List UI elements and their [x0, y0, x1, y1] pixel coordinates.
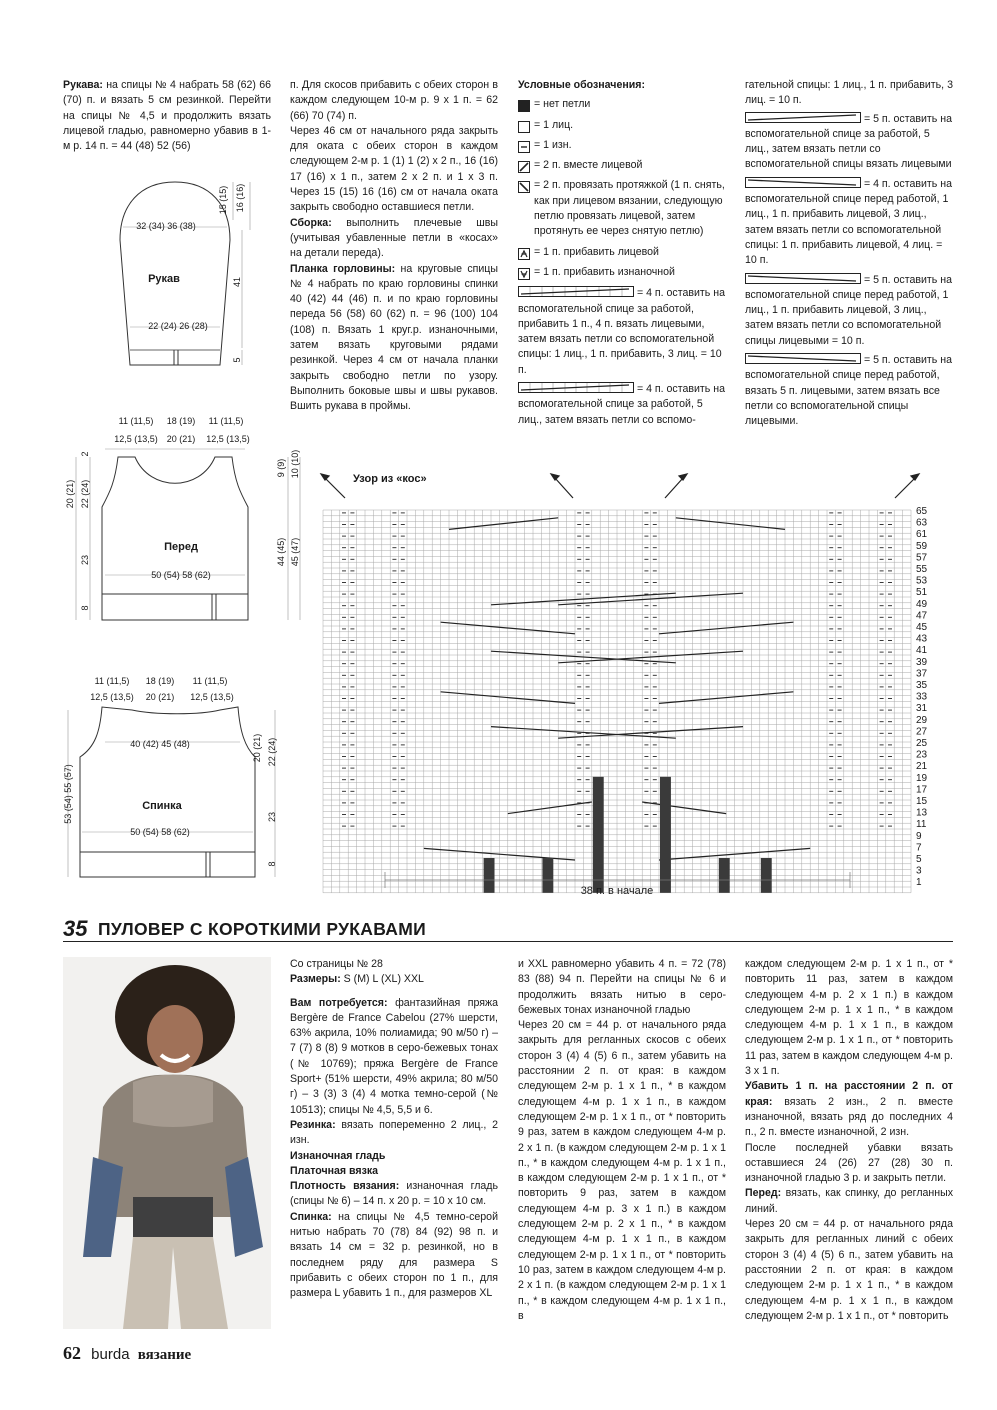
- front-upper-1: 12,5 (13,5): [114, 434, 158, 444]
- row-number: 17: [916, 784, 928, 796]
- row-number: 53: [916, 575, 928, 587]
- no-stitch-block: [542, 858, 553, 893]
- cable-line: [676, 518, 785, 530]
- cable-symbol-icon: [745, 177, 861, 188]
- black-square-icon: [518, 100, 530, 112]
- decrease-instructions: Убавить 1 п. на расстоянии 2 п. от края: вязать 2 изн., 2 п. вместе изнаночной, вязать ряд до последних 4 п., 2 п. вместе изнаночной, 2 изн.: [745, 1080, 953, 1139]
- materials: Вам потребуется: фантазийная пряжа Bergère de France Cabelou (27% шерсти, 63% акрила, 10% полиамида; 90 м/50 г) – 7 (7) 8 (8) 9 мотков в серо-бежевых тонах (№ 10769); пряжа Bergère de France Sport+ (51% шерсти, 49% акрила; 80 м/50 г) – 3 (3) 3 (4) 4 мотка темно-серой (№ 10513); спицы № 4,5, 5,5 и 6.: [290, 996, 498, 1116]
- text-paragraph: Через 46 см от начального ряда закрыть для оката с обеих сторон в каждом следующем 2-м р. 1 (1) 1 (2) х 2 п., 16 (16) 17 (16) х 1 п., затем 2 х 2 п. и 1 х 3 п. Через 15 (15) 16 (16) см от начала оката закрыть свободно оставшиеся петли.: [290, 124, 498, 214]
- chart-row-numbers: [916, 506, 928, 888]
- front-upper-2: 20 (21): [166, 434, 196, 444]
- row-number: 11: [916, 819, 927, 831]
- no-stitch-block: [719, 858, 730, 893]
- sleeve-height-3: 41: [232, 276, 242, 288]
- back-name: Спинка: [142, 800, 182, 812]
- page-number: 62: [63, 1343, 81, 1363]
- row-number: 13: [916, 807, 928, 819]
- legend-item-cable-2: = 4 п. оставить на вспомогательной спице за работой, 5 лиц., затем вязать петли со вспомо-: [518, 383, 725, 426]
- row-number: 23: [916, 749, 928, 761]
- row-number: 19: [916, 772, 928, 784]
- model-photo: [63, 957, 271, 1329]
- back-upper-1: 12,5 (13,5): [90, 692, 134, 702]
- row-number: 27: [916, 726, 928, 738]
- text-paragraph: и XXL равномерно убавить 4 п. = 72 (78) 83 (88) 94 п. Перейти на спицы № 6 и продолжить вязать нитью в серо-бежевых тонах изнаночной гладью: [518, 958, 726, 1016]
- row-number: 1: [916, 877, 922, 889]
- increase-purl-icon: [518, 268, 530, 280]
- front-instructions: Перед: вязать, как спинку, до регланных линий.: [745, 1187, 953, 1215]
- back-instructions: Спинка: на спицы № 4,5 темно-серой нитью набрать 70 (78) 84 (92) 98 п. и вязать 14 см = 32 р. резинкой, но в последнем ряду для размера S прибавить с обеих сторон по 1 п., для размера L убавить 1 п., для размеров XL: [290, 1210, 498, 1300]
- back-top-2: 18 (19): [145, 676, 175, 686]
- front-top-1: 11 (11,5): [118, 416, 154, 426]
- cable-line: [449, 518, 558, 530]
- front-top-3: 11 (11,5): [208, 416, 244, 426]
- row-number: 25: [916, 738, 928, 749]
- text-paragraph: п. Для скосов прибавить с обеих сторон в каждом следующем 10-м р. 9 х 1 п. = 62 (66) 70 (74) п.: [290, 79, 498, 122]
- row-number: 49: [916, 598, 928, 610]
- row-number: 43: [916, 633, 928, 645]
- garter-stitch-heading: Платочная вязка: [290, 1164, 379, 1177]
- dash-square-icon: [518, 141, 530, 153]
- sleeve-name: Рукав: [148, 273, 180, 285]
- row-number: 39: [916, 656, 928, 668]
- legend-item-cable-6: = 5 п. оставить на вспомогательной спице перед работой, вязать 5 п. лицевыми, затем вязать все петли со вспомогательной спицы лицевыми.: [745, 354, 952, 428]
- back-top-1: 11 (11,5): [94, 676, 130, 686]
- model-photo-illustration: [63, 957, 271, 1329]
- back-upper-2: 20 (21): [145, 692, 175, 702]
- sleeve-height-2: 16 (16): [235, 183, 245, 213]
- legend-column: [518, 78, 726, 428]
- sleeve-bottom-width: 22 (24) 26 (28): [148, 321, 208, 331]
- section-header: [63, 916, 953, 942]
- sizes: Размеры: S (M) L (XL) XXL: [290, 973, 424, 986]
- row-number: 9: [916, 830, 922, 842]
- front-right-1: 9 (9): [276, 458, 286, 478]
- legend-item-cable-4: = 4 п. оставить на вспомогательной спице перед работой, 1 лиц., 1 п. прибавить лицевой, 3 лиц., затем вязать петли со вспомогательной спицы: 1 п. прибавить лицевой, 4 лиц. = 10 п.: [745, 177, 952, 267]
- row-number: 65: [916, 506, 928, 517]
- row-number: 35: [916, 680, 928, 691]
- no-stitch-block: [660, 777, 671, 893]
- legend-item-cable-5: = 5 п. оставить на вспомогательной спице перед работой, 1 лиц., 1 п. прибавить лицевой, 3 лиц., затем вязать петли со вспомогательной спицы лицевыми = 10 п.: [745, 273, 952, 347]
- instructions-column-2: [518, 957, 726, 1324]
- sleeve-top-width: 32 (34) 36 (38): [136, 221, 196, 231]
- front-right-4: 45 (47): [290, 537, 300, 567]
- no-stitch-block: [484, 858, 495, 893]
- front-width: 50 (54) 58 (62): [151, 570, 211, 580]
- rib-stitch: Резинка: вязать попеременно 2 лиц., 2 изн.: [290, 1118, 498, 1147]
- sleeve-text-column: [63, 78, 271, 154]
- brand-name: burda: [91, 1346, 130, 1363]
- legend-item-k2tog: = 2 п. вместе лицевой: [518, 158, 726, 173]
- chart-grid: [323, 510, 911, 893]
- front-left-5: 8: [80, 605, 90, 611]
- text-paragraph: Через 20 см = 44 р. от начального ряда закрыть для регланных линий с обеих сторон 3 (4) 4 (5) 6 п., затем убавить на расстоянии 2 п. от края: в каждом следующем 2-м р. 1 х 1 п., * в каждом следующем 4-м р. 1 х 1 п., в каждом следующем 2-м р. 1 х 1 п., от * повторить: [745, 1218, 953, 1322]
- row-number: 61: [916, 529, 928, 541]
- cable-pattern-chart: [315, 462, 955, 902]
- back-top-3: 11 (11,5): [192, 676, 228, 686]
- text-paragraph: каждом следующем 2-м р. 1 х 1 п., от * повторить 11 раз, затем в каждом следующем 4-м р. 2 х 1 п.) в каждом следующем 2-м р. 1 х 1 п., * в каждом следующем 4-м р. 1 х 1 п., в каждом следующем 2-м р. 1 х 1 п., от * повторить 11 раз, затем в каждом следующем 4-м р. 3 х 1 п.: [745, 958, 953, 1078]
- magazine-name: вязание: [137, 1347, 192, 1363]
- back-diagram: [60, 672, 310, 882]
- sleeve-diagram: [90, 170, 260, 380]
- sleeve-paragraph: Рукава: на спицы № 4 набрать 58 (62) 66 (70) п. и вязать 5 см резинкой. Перейти на спицы № 4,5 и продолжить вязать лицевой гладью, равномерно убавив в 1-м р. 14 п. = 44 (48) 52 (56): [63, 79, 271, 153]
- backslash-square-icon: [518, 181, 530, 193]
- row-number: 7: [916, 842, 922, 854]
- row-number: 59: [916, 540, 928, 552]
- back-left-1: 53 (54) 55 (57): [63, 764, 73, 824]
- instructions-column-1: [290, 957, 498, 1302]
- assembly-text-column: [290, 78, 498, 415]
- sleeve-height-1: 15 (15): [218, 185, 228, 215]
- neckband-paragraph: Планка горловины: на круговые спицы № 4 набрать по краю горловины спинки 40 (42) 44 (46) п. и по краю горловины переда 56 (58) 60 (62) п. = 96 (100) 104 (108) п. Вязать 1 круг.р. изнаночными, затем вязать круговыми рядами резинкой. Через 4 см от начала планки закрыть свободно петли по узору. Выполнить боковые швы и швы рукавов. Вшить рукава в проймы.: [290, 262, 498, 413]
- gauge: Плотность вязания: изнаночная гладь (спицы № 6) – 14 п. х 20 р. = 10 х 10 см.: [290, 1180, 498, 1208]
- cable-symbol-icon: [745, 353, 861, 364]
- cable-symbol-icon: [745, 273, 861, 284]
- row-number: 3: [916, 865, 922, 877]
- front-upper-3: 12,5 (13,5): [206, 434, 250, 444]
- back-right-3: 23: [267, 811, 277, 823]
- section-title: ПУЛОВЕР С КОРОТКИМИ РУКАВАМИ: [98, 919, 426, 939]
- legend-item-cable-1: = 4 п. оставить на вспомогательной спице за работой, прибавить 1 п., 4 п. вязать лицевыми, затем вязать петли со вспомогательной спицы: 1 лиц., 1 п. прибавить, 3 лиц. = 10 п.: [518, 287, 725, 376]
- legend-item-purl: = 1 изн.: [518, 138, 726, 153]
- cable-symbol-icon: [518, 286, 634, 297]
- row-number: 45: [916, 622, 928, 633]
- no-stitch-block: [761, 858, 772, 893]
- legend-item-inc-knit: = 1 п. прибавить лицевой: [518, 245, 726, 260]
- chart-title: Узор из «кос»: [353, 473, 427, 485]
- page-footer: [63, 1343, 191, 1364]
- text-paragraph: Через 20 см = 44 р. от начального ряда закрыть для регланных скосов с обеих сторон 3 (4) 4 (5) 6 п., затем убавить на расстоянии 2 п. от края: в каждом следующем 2-м р. 1 х 1 п., * в каждом следующем 4-м р. 1 х 1 п., в каждом следующем 2-м р. 1 х 1 п., от * повторить 9 раз, затем в каждом следующем 4-м р. 2 х 1 п. (в каждом следующем 2-м р. 1 х 1 п., * в каждом следующем 4-м р. 1 х 1 п., в каждом следующем 2-м р. 1 х 1 п., от * повторить 9 раз, затем в каждом следующем 4-м р. 3 х 1 п.) в каждом следующем 2-м р. 2 х 1 п., * в каждом следующем 4-м р. 1 х 1 п., в каждом следующем 2-м р. 1 х 1 п., от * повторить 10 раз, затем в каждом следующем 4-м р. 2 х 1 п. (в каждом следующем 2-м р. 1 х 1 п., * в каждом следующем 4-м р. 1 х 1 п., в: [518, 1019, 726, 1322]
- row-number: 15: [916, 796, 928, 807]
- front-top-2: 18 (19): [166, 416, 196, 426]
- legend-column-continued: [745, 78, 953, 430]
- cable-symbol-icon: [518, 382, 634, 393]
- back-right-2: 22 (24): [267, 737, 277, 767]
- row-number: 55: [916, 564, 928, 575]
- front-left-4: 23: [80, 554, 90, 566]
- row-number: 47: [916, 610, 928, 622]
- front-left-3: 2: [80, 451, 90, 457]
- reverse-stockinette-heading: Изнаночная гладь: [290, 1149, 386, 1162]
- legend-continuation: гательной спицы: 1 лиц., 1 п. прибавить, 3 лиц. = 10 п.: [745, 79, 953, 107]
- front-left-1: 20 (21): [65, 479, 75, 509]
- front-diagram: [60, 412, 310, 627]
- legend-item-no-stitch: = нет петли: [518, 97, 726, 112]
- section-number: 35: [63, 916, 88, 941]
- no-stitch-block: [593, 777, 604, 893]
- front-left-2: 22 (24): [80, 479, 90, 509]
- sleeve-height-4: 5: [232, 357, 242, 363]
- row-number: 31: [916, 703, 928, 715]
- instructions-column-3: [745, 957, 953, 1324]
- row-number: 5: [916, 854, 922, 865]
- slash-square-icon: [518, 161, 530, 173]
- empty-square-icon: [518, 121, 530, 133]
- back-mid-width: 40 (42) 45 (48): [130, 739, 190, 749]
- chart-caption: 38 п. в начале: [580, 885, 654, 897]
- front-right-3: 44 (45): [276, 537, 286, 567]
- source-page: Со страницы № 28: [290, 958, 383, 970]
- increase-knit-icon: [518, 248, 530, 260]
- row-number: 29: [916, 714, 928, 726]
- row-number: 33: [916, 691, 928, 703]
- back-right-1: 20 (21): [252, 733, 262, 763]
- row-number: 57: [916, 552, 928, 564]
- row-number: 41: [916, 645, 928, 657]
- row-number: 37: [916, 668, 928, 680]
- row-number: 51: [916, 587, 928, 599]
- back-right-4: 8: [267, 861, 277, 867]
- front-right-2: 10 (10): [290, 449, 300, 479]
- row-number: 63: [916, 517, 928, 529]
- back-width: 50 (54) 58 (62): [130, 827, 190, 837]
- back-upper-3: 12,5 (13,5): [190, 692, 234, 702]
- text-paragraph: После последней убавки вязать оставшиеся 24 (26) 27 (28) 30 п. изнаночной гладью 3 р. и закрыть петли.: [745, 1141, 953, 1185]
- legend-item-knit: = 1 лиц.: [518, 118, 726, 133]
- front-name: Перед: [164, 541, 198, 553]
- legend-item-cable-3: = 5 п. оставить на вспомогательной спице за работой, 5 лиц., затем вязать петли со вспомогательной спицы вязать лицевыми: [745, 112, 952, 171]
- legend-item-inc-purl: = 1 п. прибавить изнаночной: [518, 265, 726, 280]
- cable-symbol-icon: [745, 112, 861, 123]
- legend-title: Условные обозначения:: [518, 79, 645, 91]
- legend-item-skp: = 2 п. провязать протяжкой (1 п. снять, как при лицевом вязании, следующую петлю провязать лицевой, затем протянуть ее через снятую петлю): [518, 178, 726, 239]
- row-number: 21: [916, 761, 928, 773]
- assembly-paragraph: Сборка: выполнить плечевые швы (учитывая убавленные петли в «косах» на детали переда).: [290, 216, 498, 260]
